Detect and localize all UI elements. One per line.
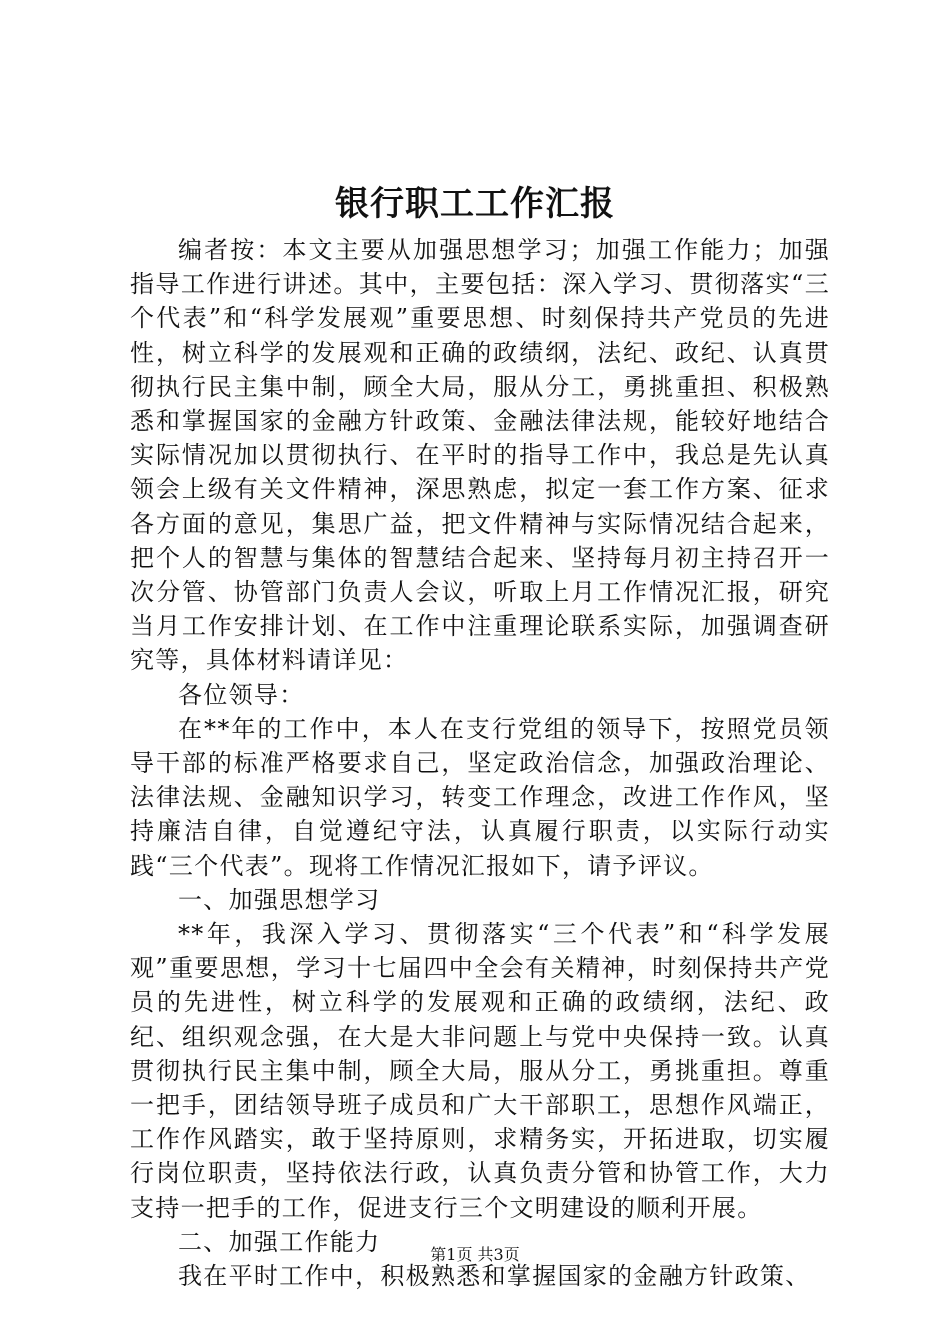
document-title: 银行职工工作汇报 (335, 184, 615, 224)
document-body (130, 233, 830, 1293)
intro-paragraph: 在**年的工作中，本人在支行党组的领导下，按照党员领导干部的标准严格要求自己，坚定政治信念，加强政治理论、法律法规、金融知识学习，转变工作理念，改进工作作风，坚持廉洁自律，自觉遵纪守法，认真履行职责，以实际行动实践“三个代表”。现将工作情况汇报如下，请予评议。 (130, 714, 830, 880)
section-heading-1: 一、加强思想学习 (178, 885, 381, 914)
section-body-2: 我在平时工作中，积极熟悉和掌握国家的金融方针政策、 (178, 1262, 811, 1291)
editor-note-paragraph: 编者按：本文主要从加强思想学习；加强工作能力；加强指导工作进行讲述。其中，主要包括：深入学习、贯彻落实“三个代表”和“科学发展观”重要思想、时刻保持共产党员的先进性，树立科学的发展观和正确的政绩纲，法纪、政纪、认真贯彻执行民主集中制，顾全大局，服从分工，勇挑重担、积极熟悉和掌握国家的金融方针政策、金融法律法规，能较好地结合实际情况加以贯彻执行、在平时的指导工作中，我总是先认真领会上级有关文件精神，深思熟虑，拟定一套工作方案、征求各方面的意见，集思广益，把文件精神与实际情况结合起来，把个人的智慧与集体的智慧结合起来、坚持每月初主持召开一次分管、协管部门负责人会议，听取上月工作情况汇报，研究当月工作安排计划、在工作中注重理论联系实际，加强调查研究等，具体材料请详见： (130, 236, 830, 675)
section-heading-2: 二、加强工作能力 (178, 1227, 381, 1256)
section-body-1: **年，我深入学习、贯彻落实“三个代表”和“科学发展观”重要思想，学习十七届四中全会有关精神，时刻保持共产党员的先进性，树立科学的发展观和正确的政绩纲，法纪、政纪、组织观念强，在大是大非问题上与党中央保持一致。认真贯彻执行民主集中制，顾全大局，服从分工，勇挑重担。尊重一把手，团结领导班子成员和广大干部职工，思想作风端正，工作作风踏实，敢于坚持原则，求精务实，开拓进取，切实履行岗位职责，坚持依法行政，认真负责分管和协管工作，大力支持一把手的工作，促进支行三个文明建设的顺利开展。 (130, 920, 830, 1222)
salutation: 各位领导： (178, 680, 305, 709)
page-number-footer: 第1页 共3页 (430, 1245, 520, 1264)
